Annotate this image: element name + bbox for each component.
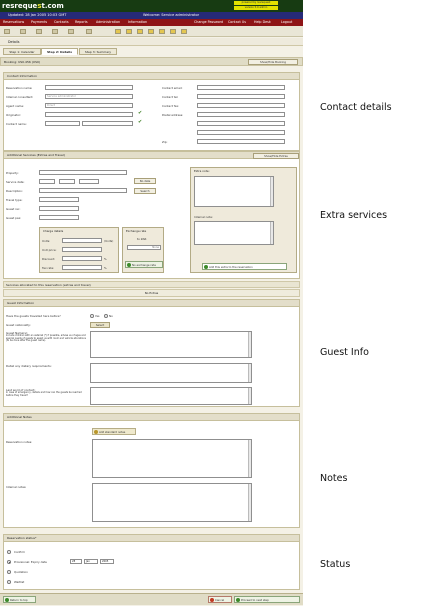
guest-pax-label: Guest pax: <box>6 216 22 220</box>
dietary-label: Detail any dietary requirements: <box>6 364 52 368</box>
status-waitlist-label: Waitlist <box>14 580 25 584</box>
guest-names-hint: Include children with an asterisk (*) if possible, advise us of ages and special needs of guests to assist us with room and vehicle allocations (to be done after the guest name). <box>6 334 86 343</box>
contact-fax-input[interactable] <box>197 103 285 108</box>
report-icon[interactable] <box>181 29 187 34</box>
contact-last-name-input[interactable] <box>82 121 133 126</box>
edit-icon[interactable] <box>52 29 58 34</box>
side-label-status: Status <box>320 559 351 570</box>
contact-panel <box>3 72 300 151</box>
contact-panel-title: Contact Information <box>4 73 299 80</box>
nav-reservations[interactable]: Reservations <box>3 20 25 24</box>
email-icon[interactable] <box>148 29 154 34</box>
side-label-notes: Notes <box>320 473 348 484</box>
logo: resrequest.com <box>2 2 64 10</box>
no-exchange-rate-button[interactable] <box>125 261 163 268</box>
cancel-label: Cancel <box>215 598 225 602</box>
nav-information[interactable]: Information <box>128 20 148 24</box>
reservation-notes-label: Reservation notes: <box>6 440 33 444</box>
welcome-text: Welcome: Service administrator <box>143 13 200 17</box>
header-bar <box>0 0 303 12</box>
side-label-contact: Contact details <box>320 102 392 113</box>
postal-address-line2[interactable] <box>197 121 285 126</box>
return-to-top-label: Return to top <box>10 598 28 602</box>
contact-tel-label: Contact tel: <box>162 95 179 99</box>
search-button[interactable]: Search <box>134 188 156 194</box>
dietary-textarea[interactable] <box>90 363 252 383</box>
no-date-button[interactable]: No date <box>134 178 156 184</box>
status-quotation-label: Quotation <box>14 570 28 574</box>
property-label: Property: <box>6 171 19 175</box>
extra-note-label: Extra note: <box>194 169 210 173</box>
services-allocated-label: Services allocated to this reservation (extras and travel) <box>6 283 91 287</box>
cancel-button[interactable] <box>208 596 232 603</box>
contact-first-name-input[interactable] <box>45 121 80 126</box>
last-contact-label: Last word of contact: <box>6 388 36 392</box>
guest-panel <box>3 299 300 407</box>
no-exchange-rate-label: No exchange rate <box>132 263 156 267</box>
copy-icon[interactable] <box>159 29 165 34</box>
reservation-name-input[interactable] <box>45 85 133 90</box>
originator-input[interactable] <box>45 112 133 117</box>
return-to-top-button[interactable] <box>3 596 36 603</box>
postal-address-label: Postal address: <box>162 113 184 117</box>
status-provisional-radio[interactable] <box>7 560 11 564</box>
service-year-input[interactable] <box>79 179 99 184</box>
undo-icon[interactable] <box>68 29 74 34</box>
folder-icon[interactable] <box>126 29 132 34</box>
last-contact-hint: In case of emergency, details and how can the guests be reached before they travel? <box>6 391 82 397</box>
exchange-rate-input[interactable]: None <box>127 245 161 250</box>
guest-rec-input[interactable] <box>39 206 79 211</box>
yes-label: Yes <box>95 314 100 318</box>
postal-address-line1[interactable] <box>197 112 285 117</box>
agent-label: Agent name: <box>6 104 25 108</box>
main-nav <box>0 19 303 26</box>
side-label-extras: Extra services <box>320 210 388 221</box>
nav-reports[interactable]: Reports <box>75 20 88 24</box>
reservation-notes-textarea[interactable] <box>92 439 252 478</box>
status-panel <box>3 534 300 590</box>
unit-price-label: Unit price: <box>42 248 57 252</box>
exchange-rate-title: Exchange rate <box>126 229 147 233</box>
travelled-no-radio[interactable] <box>104 314 108 318</box>
zip-label: Zip: <box>162 140 168 144</box>
service-date-label: Service date: <box>6 180 25 184</box>
contact-email-label: Contact email: <box>162 86 183 90</box>
discount-suffix: % <box>104 257 107 261</box>
extras-panel <box>3 151 300 279</box>
extra-note-textarea[interactable] <box>194 176 274 207</box>
tax-rate-label: Tax rate: <box>42 266 55 270</box>
tax-rate-input[interactable] <box>62 265 102 270</box>
ok-icon <box>127 263 131 267</box>
travel-type-input[interactable] <box>39 197 79 202</box>
contact-fax-label: Contact fax: <box>162 104 180 108</box>
originator-check-icon[interactable]: ✔ <box>138 110 143 116</box>
contact-email-input[interactable] <box>197 85 285 90</box>
redo-icon[interactable] <box>86 29 92 34</box>
nav-contact-us[interactable]: Contact Us <box>228 20 247 24</box>
reservation-name-label: Reservation name: <box>6 86 33 90</box>
next-icon <box>236 598 240 602</box>
internal-note-textarea[interactable] <box>194 221 274 245</box>
add-icon <box>204 265 208 269</box>
open-icon[interactable] <box>20 29 26 34</box>
service-month-select[interactable] <box>59 179 75 184</box>
agent-input[interactable]: Direct <box>45 103 133 108</box>
postal-address-line3[interactable] <box>197 130 285 135</box>
consultant-label: Internal consultant: <box>6 95 34 99</box>
status-panel-title: Reservation status* <box>4 535 299 542</box>
notes-icon <box>94 430 98 434</box>
charge-details-box <box>39 227 119 273</box>
status-quotation-radio[interactable] <box>7 570 11 574</box>
expiry-month-select[interactable]: Jan <box>84 559 98 564</box>
guest-pax-input[interactable] <box>39 215 79 220</box>
consultant-select[interactable]: Service administrator <box>45 94 133 99</box>
originator-label: Originator: <box>6 113 22 117</box>
units-suffix: (Units) <box>104 239 114 243</box>
notes-panel-title: Additional Notes <box>4 414 299 421</box>
nav-contacts[interactable]: Contacts <box>54 20 69 24</box>
contact-check-icon[interactable]: ✔ <box>138 119 143 125</box>
travelled-before-label: Have the guests travelled here before? <box>6 314 61 318</box>
tab-calendar[interactable]: Step 1: Calendar <box>3 48 41 55</box>
guest-names-label: Guest Name(s): <box>6 331 28 335</box>
discount-label: Discount: <box>42 257 56 261</box>
internal-notes-label: Internal notes: <box>6 485 27 489</box>
footer-bar <box>0 593 303 605</box>
contact-name-label: Contact name: <box>6 122 27 126</box>
calendar-icon[interactable] <box>115 29 121 34</box>
expiry-year-input[interactable]: 2005 <box>100 559 114 564</box>
breadcrumb: Details <box>0 38 303 46</box>
tab-details[interactable]: Step 2: Details <box>41 48 78 55</box>
zip-input[interactable] <box>197 139 285 144</box>
nav-administration[interactable]: Administration <box>96 20 121 24</box>
status-confirm-label: Confirm <box>14 550 26 554</box>
up-arrow-icon <box>5 598 9 602</box>
add-extra-button[interactable] <box>202 263 287 270</box>
add-extra-label: Add this extra to the reservation <box>209 265 253 269</box>
nav-logout[interactable]: Logout <box>281 20 293 24</box>
update-date: Updated: 28 Jan 2005 10:03 GMT <box>8 13 67 17</box>
cancel-icon <box>210 598 214 602</box>
new-icon[interactable] <box>4 29 10 34</box>
charge-details-title: Charge details <box>43 229 64 233</box>
booking-ref-bar <box>0 57 303 66</box>
exchange-currency: to ZAR <box>137 237 147 241</box>
powered-badge: powered by resrequest <box>234 1 278 5</box>
print-icon[interactable] <box>36 29 42 34</box>
travel-type-label: Travel type: <box>6 198 23 202</box>
services-allocated-strip <box>3 281 300 288</box>
notes-panel <box>3 413 300 528</box>
version-badge: version 5.9 admin <box>234 6 278 10</box>
last-contact-textarea[interactable] <box>90 387 252 405</box>
travelled-yes-radio[interactable] <box>90 314 94 318</box>
status-provisional-label: Provisional: Expiry date <box>14 560 47 564</box>
units-input[interactable] <box>62 238 102 243</box>
description-input[interactable] <box>39 188 127 193</box>
add-standard-notes-button[interactable] <box>92 428 136 435</box>
proceed-button[interactable] <box>234 596 300 603</box>
description-label: Description: <box>6 189 23 193</box>
no-label: No <box>109 314 113 318</box>
nav-change-password[interactable]: Change Password <box>194 20 224 24</box>
internal-note-label: Internal note: <box>194 215 213 219</box>
booking-ref: Booking: US0.456 (US0) <box>4 60 41 64</box>
nav-payments[interactable]: Payments <box>31 20 48 24</box>
save-icon[interactable] <box>137 29 143 34</box>
discount-input[interactable] <box>62 256 102 261</box>
side-label-guest: Guest Info <box>320 347 369 358</box>
info-bar <box>0 12 303 19</box>
nav-help-desk[interactable]: Help Desk <box>254 20 271 24</box>
tab-summary[interactable]: Step 3: Summary <box>79 48 117 55</box>
select-nationality-button[interactable]: Select <box>90 322 110 328</box>
proceed-label: Proceed to next step <box>241 598 269 602</box>
show-hide-booking-button[interactable]: Show/Hide Booking <box>248 59 298 65</box>
status-waitlist-radio[interactable] <box>7 580 11 584</box>
no-extras-row: No Extras <box>3 289 300 297</box>
unit-price-input[interactable] <box>62 247 102 252</box>
guest-names-textarea[interactable] <box>90 331 252 358</box>
extras-panel-title: Additional Services (Extras and Travel) <box>4 152 299 159</box>
add-standard-notes-label: Add standard notes <box>99 430 126 434</box>
internal-notes-textarea[interactable] <box>92 483 252 522</box>
guest-rec-label: Guest rec: <box>6 207 21 211</box>
show-hide-extras-button[interactable]: Show/Hide Extras <box>253 153 299 159</box>
exchange-rate-box <box>122 227 164 273</box>
expiry-day-select[interactable]: 28 <box>70 559 82 564</box>
nationality-label: Guest nationality: <box>6 323 31 327</box>
step-tabs <box>0 47 303 55</box>
notes-box <box>190 167 297 273</box>
tax-rate-suffix: % <box>104 266 107 270</box>
toolbar <box>0 26 303 37</box>
service-day-select[interactable] <box>39 179 55 184</box>
guest-panel-title: Guest Information <box>4 300 299 307</box>
units-label: Units: <box>42 239 51 243</box>
document-icon[interactable] <box>170 29 176 34</box>
status-confirm-radio[interactable] <box>7 550 11 554</box>
contact-tel-input[interactable] <box>197 94 285 99</box>
property-select[interactable] <box>39 170 127 175</box>
